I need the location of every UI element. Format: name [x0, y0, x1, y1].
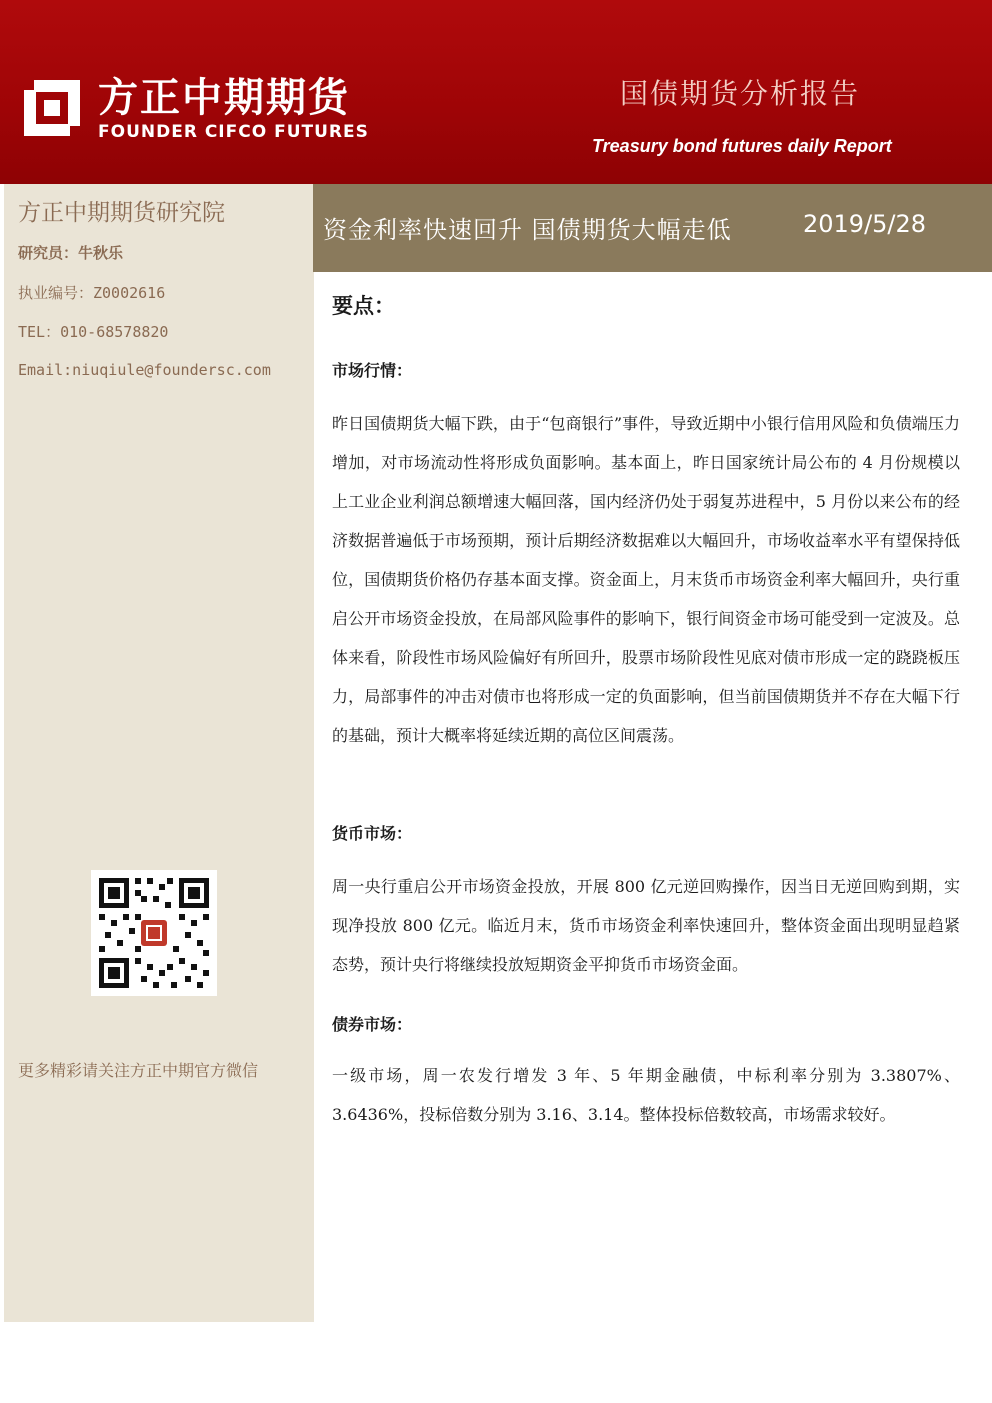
section-text-market: 昨日国债期货大幅下跌，由于“包商银行”事件，导致近期中小银行信用风险和负债端压力增加，对市场流动性将形成负面影响。基本面上，昨日国家统计局公布的 4 月份规模以上工业企业利润总额增速大幅回落，国内经济仍处于弱复苏进程中，5 月份以来公布的经济数据普遍低于市场预期，预计后期经济数据难以大幅回升，市场收益率水平有望保持低位，国债期货价格仍存基本面支撑。资金面上，月末货币市场资金利率大幅回升，央行重启公开市场资金投放，在局部风险事件的影响下，银行间资金市场可能受到一定波及。总体来看，阶段性市场风险偏好有所回升，股票市场阶段性见底对债市形成一定的跷跷板压力，局部事件的冲击对债市也将形成一定的负面影响，但当前国债期货并不存在大幅下行的基础，预计大概率将延续近期的高位区间震荡。 — [332, 414, 960, 745]
section-heading-market: 市场行情： — [332, 361, 413, 380]
research-institute: 方正中期期货研究院 — [18, 200, 225, 226]
section-heading-money-market: 货币市场： — [332, 824, 413, 843]
email[interactable]: Email:niuqiule@foundersc.com — [18, 361, 271, 379]
headline-bar — [313, 184, 992, 272]
report-title-cn: 国债期货分析报告 — [620, 77, 861, 110]
section-text-money-market: 周一央行重启公开市场资金投放，开展 800 亿元逆回购操作，因当日无逆回购到期，实现净投放 800 亿元。临近月末，货币市场资金利率快速回升，整体资金面出现明显趋紧态势，预计央行将继续投放短期资金平抑货币市场资金面。 — [332, 877, 960, 974]
founder-logo-icon — [20, 76, 84, 140]
researcher-name: 研究员：牛秋乐 — [18, 244, 124, 262]
report-header — [0, 0, 992, 184]
telephone: TEL：010-68578820 — [18, 323, 169, 341]
report-date: 2019/5/28 — [803, 210, 927, 238]
headline: 资金利率快速回升 国债期货大幅走低 — [323, 216, 732, 244]
company-name-cn: 方正中期期货 — [98, 75, 350, 121]
license-number: 执业编号：Z0002616 — [18, 284, 166, 302]
key-points-heading: 要点： — [332, 293, 395, 318]
section-text-bond-market: 一级市场，周一农发行增发 3 年、5 年期金融债，中标利率分别为 3.3807%、3.6436%，投标倍数分别为 3.16、3.14。整体投标倍数较高，市场需求较好。 — [332, 1066, 960, 1124]
qr-code-icon — [91, 870, 217, 996]
company-name-en: FOUNDER CIFCO FUTURES — [98, 122, 369, 142]
section-heading-bond-market: 债券市场： — [332, 1015, 413, 1034]
sidebar — [4, 184, 314, 1322]
follow-wechat-text: 更多精彩请关注方正中期官方微信 — [18, 1061, 259, 1080]
report-title-en: Treasury bond futures daily Report — [592, 136, 892, 156]
